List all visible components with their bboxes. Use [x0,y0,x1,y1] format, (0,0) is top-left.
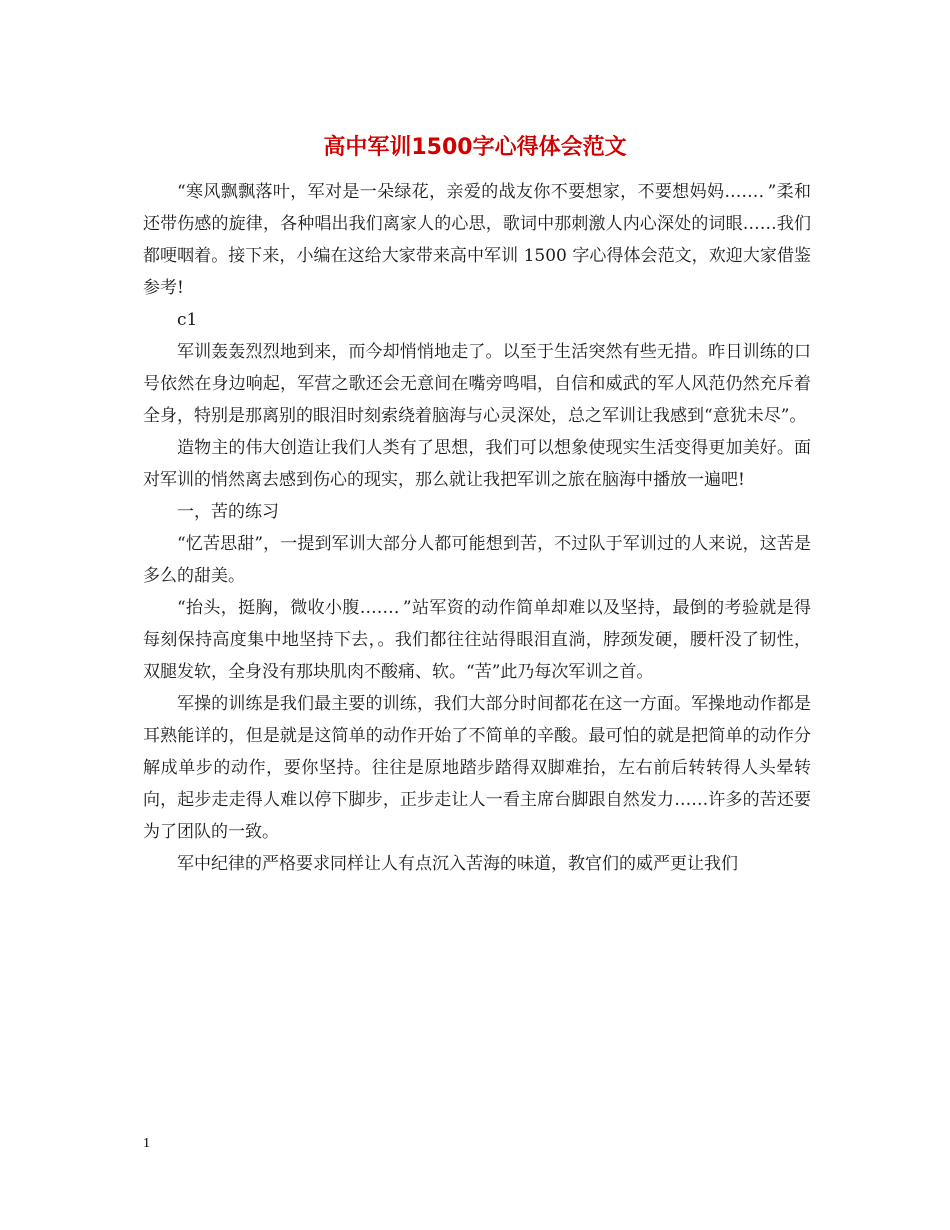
paragraph-4: “抬头，挺胸，微收小腹……．”站军资的动作简单却难以及坚持，最倒的考验就是得每刻保持高度集中地坚持下去，。我们都往往站得眼泪直淌，脖颈发硬，腰杆没了韧性，双腿发软，全身没有那块肌肉不酸痛、软。“苦”此乃每次军训之首。 [143,598,811,682]
paragraph-1: 军训轰轰烈烈地到来，而今却悄悄地走了。以至于生活突然有些无措。昨日训练的口号依然在身边响起，军营之歌还会无意间在嘴旁鸣唱，自信和威武的军人风范仍然充斥着全身，特别是那离别的眼泪时刻索绕着脑海与心灵深处，总之军训让我感到“意犹未尽”。 [143,342,811,426]
document-title: 高中军训1500字心得体会范文 [323,135,627,160]
paragraph-5: 军操的训练是我们最主要的训练，我们大部分时间都花在这一方面。军操地动作都是耳熟能详的，但是就是这简单的动作开始了不简单的辛酸。最可怕的就是把简单的动作分解成单步的动作，要你坚持。往往是原地踏步踏得双脚难抬，左右前后转转得人头晕转向，起步走走得人难以停下脚步，正步走让人一看主席台脚跟自然发力……许多的苦还要为了团队的一致。 [143,694,811,842]
section-heading-1: 一，苦的练习 [177,502,279,522]
page-number: 1 [143,1136,150,1151]
paragraph-6: 军中纪律的严格要求同样让人有点沉入苦海的味道，教官们的威严更让我们 [177,854,738,874]
paragraph-marker: c1 [177,310,198,330]
paragraph-2: 造物主的伟大创造让我们人类有了思想，我们可以想象使现实生活变得更加美好。面对军训的悄然离去感到伤心的现实，那么就让我把军训之旅在脑海中播放一遍吧! [143,438,811,490]
paragraph-intro: “寒风飘飘落叶，军对是一朵绿花，亲爱的战友你不要想家，不要想妈妈……．”柔和还带伤感的旋律，各种唱出我们离家人的心思，歌词中那刺激人内心深处的词眼……我们都哽咽着。接下来，小编在这给大家带来高中军训 1500 字心得体会范文，欢迎大家借鉴参考! [143,182,811,298]
paragraph-3: “忆苦思甜”，一提到军训大部分人都可能想到苦，不过队于军训过的人来说，这苦是多么的甜美。 [143,534,811,586]
document-body [143,176,811,880]
